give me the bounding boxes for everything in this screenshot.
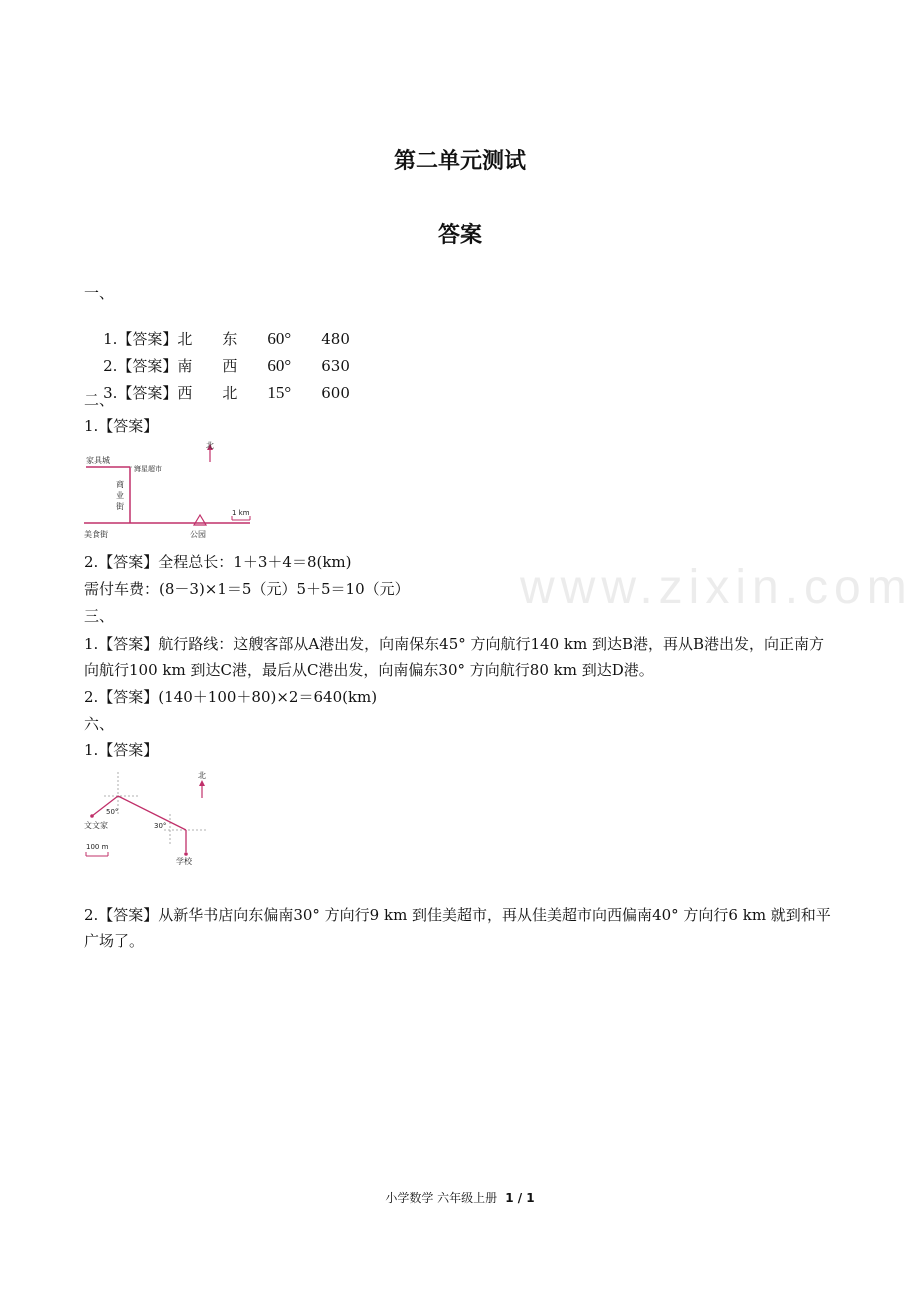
answer-2-1-label: 1.【答案】 bbox=[84, 417, 159, 435]
section-2-heading: 二、 bbox=[84, 391, 115, 409]
route-map-diagram bbox=[84, 438, 256, 542]
diagram-north-label: 北 bbox=[198, 771, 206, 780]
map-label-street: 街 bbox=[116, 502, 124, 511]
section-3-heading: 三、 bbox=[84, 607, 115, 625]
page-subtitle: 答案 bbox=[437, 223, 482, 248]
distance: 600 bbox=[321, 384, 350, 402]
diagram-scale-label: 100 m bbox=[86, 843, 109, 851]
answer-6-1-label: 1.【答案】 bbox=[84, 741, 159, 759]
map-north-label: 北 bbox=[206, 441, 214, 450]
section-1-heading: 一、 bbox=[84, 284, 115, 302]
map-label-furniture: 家具城 bbox=[86, 456, 110, 465]
answer-prefix: 2.【答案】 bbox=[103, 357, 178, 375]
angle: 60° bbox=[267, 356, 292, 375]
map-label-supermarket: 海星超市 bbox=[134, 465, 162, 473]
map-label-food-street: 美食街 bbox=[84, 530, 108, 539]
direction-a: 西 bbox=[177, 384, 193, 402]
map-scale-label: 1 km bbox=[232, 509, 250, 517]
page-number: 1 / 1 bbox=[505, 1191, 535, 1205]
map-label-street: 商 bbox=[116, 480, 124, 489]
label-wenwen-home: 文文家 bbox=[84, 821, 108, 830]
answer-3-2: 2.【答案】(140＋100＋80)×2＝640(km) bbox=[84, 688, 378, 706]
direction-b: 东 bbox=[222, 330, 238, 348]
route-diagram-school bbox=[84, 768, 220, 870]
direction-a: 北 bbox=[177, 330, 193, 348]
page-footer bbox=[0, 1189, 920, 1206]
answer-prefix: 1.【答案】 bbox=[103, 330, 178, 348]
answer-6-2: 2.【答案】从新华书店向东偏南30° 方向行9 km 到佳美超市，再从佳美超市向西偏南40° 方向行6 km 就到和平广场了。 bbox=[84, 906, 831, 950]
angle-label-30: 30° bbox=[154, 822, 167, 830]
section-6-heading: 六、 bbox=[84, 715, 115, 733]
map-label-street: 业 bbox=[116, 491, 124, 500]
answer-2-2: 2.【答案】全程总长：1＋3＋4＝8(km) bbox=[84, 553, 352, 571]
direction-a: 南 bbox=[177, 357, 193, 375]
page-title: 第二单元测试 bbox=[393, 149, 526, 174]
map-label-park: 公园 bbox=[190, 530, 206, 539]
angle: 60° bbox=[267, 329, 292, 348]
answer-1-3 bbox=[84, 363, 350, 423]
footer-text: 小学数学 六年级上册 bbox=[385, 1191, 498, 1205]
answer-prefix: 3.【答案】 bbox=[103, 384, 178, 402]
angle: 15° bbox=[267, 383, 292, 402]
direction-b: 北 bbox=[222, 384, 238, 402]
watermark: www.zixin.com bbox=[520, 561, 913, 614]
label-school: 学校 bbox=[176, 857, 192, 866]
answer-3-1: 1.【答案】航行路线：这艘客部从A港出发，向南保东45° 方向航行140 km 到达B港，再从B港出发，向正南方向航行100 km 到达C港，最后从C港出发，向南偏东30° 方向航行80 km 到达D港。 bbox=[84, 635, 825, 679]
direction-b: 西 bbox=[222, 357, 238, 375]
answer-2-2-fare: 需付车费：(8－3)×1＝5（元）5＋5＝10（元） bbox=[84, 580, 410, 598]
angle-label-50: 50° bbox=[106, 808, 119, 816]
distance: 630 bbox=[321, 357, 350, 375]
distance: 480 bbox=[321, 330, 350, 348]
